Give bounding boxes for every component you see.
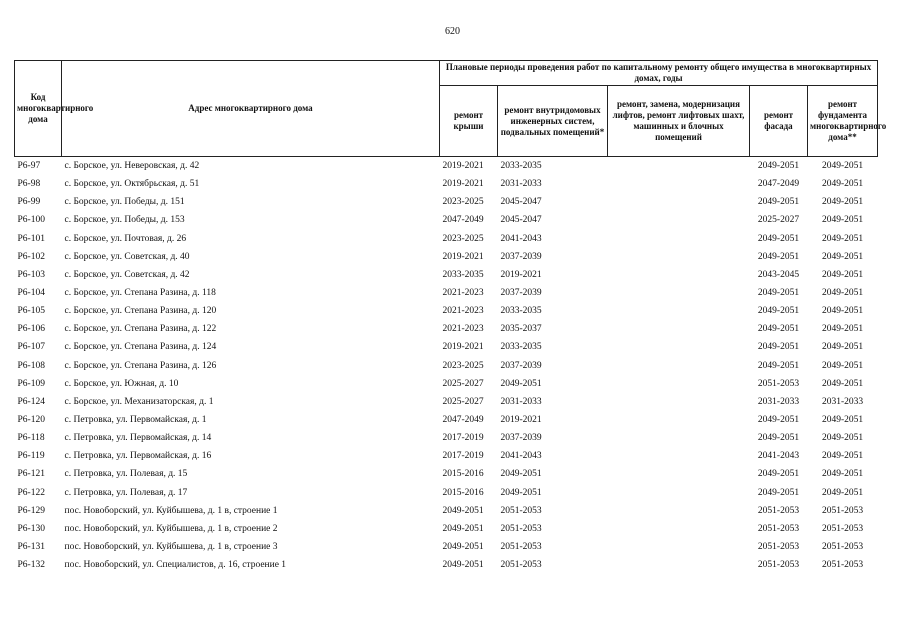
cell-systems: 2019-2021 (500, 415, 542, 426)
cell-code: Р6-106 (17, 324, 45, 335)
cell-code: Р6-118 (17, 433, 45, 444)
cell-code: Р6-124 (17, 396, 45, 407)
cell-address: с. Петровка, ул. Первомайская, д. 14 (64, 433, 212, 444)
cell-roof: 2019-2021 (442, 251, 484, 262)
table-row (15, 193, 878, 211)
cell-code: Р6-121 (17, 469, 45, 480)
cell-address: с. Борское, ул. Советская, д. 40 (64, 251, 190, 262)
cell-roof: 2017-2019 (442, 451, 484, 462)
cell-code: Р6-102 (17, 251, 45, 262)
cell-code: Р6-120 (17, 415, 45, 426)
table-row (15, 411, 878, 429)
cell-roof: 2019-2021 (442, 342, 484, 353)
cell-lifts (608, 266, 750, 284)
cell-lifts (608, 484, 750, 502)
cell-code: Р6-103 (17, 269, 45, 280)
cell-code: Р6-119 (17, 451, 45, 462)
cell-lifts (608, 248, 750, 266)
table-row (15, 375, 878, 393)
header-code: Код многоквартирного дома (15, 61, 62, 157)
cell-foundation: 2049-2051 (821, 251, 864, 262)
header-systems: ремонт внутридомовых инженерных систем, подвальных помещений* (498, 86, 608, 157)
cell-facade: 2049-2051 (757, 433, 800, 444)
cell-facade: 2025-2027 (757, 215, 800, 226)
cell-roof: 2021-2023 (442, 288, 484, 299)
cell-foundation: 2049-2051 (821, 469, 864, 480)
cell-systems: 2051-2053 (500, 560, 542, 571)
cell-facade: 2051-2053 (757, 542, 800, 553)
cell-foundation: 2049-2051 (821, 360, 864, 371)
cell-address: с. Петровка, ул. Первомайская, д. 16 (64, 451, 212, 462)
cell-foundation: 2049-2051 (821, 487, 864, 498)
cell-roof: 2049-2051 (442, 560, 484, 571)
cell-roof: 2049-2051 (442, 523, 484, 534)
table-row (15, 429, 878, 447)
header-lifts: ремонт, замена, модернизация лифтов, ремонт лифтовых шахт, машинных и блочных помещений (608, 86, 750, 157)
cell-roof: 2019-2021 (442, 179, 484, 190)
cell-facade: 2051-2053 (757, 505, 800, 516)
table-row (15, 248, 878, 266)
cell-code: Р6-101 (17, 233, 45, 244)
cell-roof: 2047-2049 (442, 415, 484, 426)
cell-facade: 2049-2051 (757, 288, 800, 299)
cell-lifts (608, 284, 750, 302)
cell-facade: 2051-2053 (757, 523, 800, 534)
cell-lifts (608, 157, 750, 176)
cell-address: пос. Новоборский, ул. Куйбышева, д. 1 в, строение 1 (64, 505, 278, 516)
cell-systems: 2041-2043 (500, 233, 542, 244)
table-row (15, 211, 878, 229)
cell-systems: 2049-2051 (500, 469, 542, 480)
cell-lifts (608, 429, 750, 447)
cell-address: с. Борское, ул. Степана Разина, д. 122 (64, 324, 217, 335)
cell-roof: 2033-2035 (442, 269, 484, 280)
header-roof: ремонт крыши (440, 86, 498, 157)
cell-lifts (608, 211, 750, 229)
cell-address: с. Борское, ул. Степана Разина, д. 120 (64, 306, 217, 317)
cell-foundation: 2049-2051 (821, 433, 864, 444)
cell-code: Р6-132 (17, 560, 45, 571)
cell-address: с. Борское, ул. Советская, д. 42 (64, 269, 190, 280)
cell-systems: 2037-2039 (500, 360, 542, 371)
cell-address: с. Борское, ул. Механизаторская, д. 1 (64, 396, 214, 407)
cell-facade: 2031-2033 (757, 396, 800, 407)
cell-systems: 2031-2033 (500, 396, 542, 407)
cell-foundation: 2049-2051 (821, 288, 864, 299)
table-row (15, 465, 878, 483)
cell-address: с. Борское, ул. Степана Разина, д. 126 (64, 360, 217, 371)
cell-facade: 2049-2051 (757, 469, 800, 480)
cell-facade: 2047-2049 (757, 179, 800, 190)
cell-systems: 2045-2047 (500, 197, 542, 208)
table-row (15, 502, 878, 520)
cell-lifts (608, 411, 750, 429)
table-row (15, 157, 878, 176)
cell-foundation: 2051-2053 (821, 505, 864, 516)
repair-schedule-table (14, 60, 887, 574)
cell-code: Р6-105 (17, 306, 45, 317)
cell-address: пос. Новоборский, ул. Куйбышева, д. 1 в, строение 3 (64, 542, 278, 553)
cell-systems: 2051-2053 (500, 523, 542, 534)
cell-lifts (608, 320, 750, 338)
table-row (15, 556, 878, 574)
cell-roof: 2025-2027 (442, 396, 484, 407)
cell-foundation: 2049-2051 (821, 451, 864, 462)
cell-roof: 2019-2021 (442, 161, 484, 172)
table-body (15, 157, 878, 575)
cell-foundation: 2051-2053 (821, 542, 864, 553)
cell-lifts (608, 502, 750, 520)
cell-foundation: 2049-2051 (821, 197, 864, 208)
cell-lifts (608, 556, 750, 574)
cell-systems: 2051-2053 (500, 505, 542, 516)
cell-address: с. Петровка, ул. Первомайская, д. 1 (64, 415, 207, 426)
cell-facade: 2049-2051 (757, 487, 800, 498)
cell-lifts (608, 538, 750, 556)
cell-roof: 2017-2019 (442, 433, 484, 444)
cell-lifts (608, 338, 750, 356)
cell-code: Р6-100 (17, 215, 45, 226)
header-foundation: ремонт фундамента многоквартирного дома** (808, 86, 878, 157)
cell-foundation: 2049-2051 (821, 415, 864, 426)
cell-code: Р6-131 (17, 542, 45, 553)
cell-foundation: 2049-2051 (821, 215, 864, 226)
cell-systems: 2019-2021 (500, 269, 542, 280)
cell-lifts (608, 520, 750, 538)
cell-address: с. Петровка, ул. Полевая, д. 17 (64, 487, 188, 498)
cell-roof: 2023-2025 (442, 360, 484, 371)
cell-address: пос. Новоборский, ул. Куйбышева, д. 1 в, строение 2 (64, 523, 278, 534)
table-row (15, 175, 878, 193)
cell-lifts (608, 175, 750, 193)
header-address: Адрес многоквартирного дома (62, 61, 440, 157)
cell-address: с. Борское, ул. Южная, д. 10 (64, 378, 179, 389)
cell-facade: 2049-2051 (757, 342, 800, 353)
cell-address: с. Борское, ул. Почтовая, д. 26 (64, 233, 187, 244)
cell-foundation: 2049-2051 (821, 324, 864, 335)
cell-address: с. Борское, ул. Победы, д. 153 (64, 215, 185, 226)
cell-address: с. Борское, ул. Неверовская, д. 42 (64, 161, 200, 172)
cell-roof: 2023-2025 (442, 197, 484, 208)
cell-roof: 2025-2027 (442, 378, 484, 389)
cell-address: с. Борское, ул. Степана Разина, д. 124 (64, 342, 217, 353)
cell-lifts (608, 447, 750, 465)
cell-systems: 2037-2039 (500, 288, 542, 299)
cell-foundation: 2051-2053 (821, 523, 864, 534)
cell-facade: 2049-2051 (757, 415, 800, 426)
table-row (15, 484, 878, 502)
cell-code: Р6-97 (17, 161, 41, 172)
cell-lifts (608, 230, 750, 248)
cell-roof: 2049-2051 (442, 505, 484, 516)
cell-roof: 2015-2016 (442, 469, 484, 480)
cell-roof: 2015-2016 (442, 487, 484, 498)
cell-foundation: 2049-2051 (821, 161, 864, 172)
table-row (15, 302, 878, 320)
cell-facade: 2051-2053 (757, 560, 800, 571)
cell-facade: 2049-2051 (757, 324, 800, 335)
table-row (15, 230, 878, 248)
table-row (15, 284, 878, 302)
cell-roof: 2023-2025 (442, 233, 484, 244)
cell-systems: 2037-2039 (500, 251, 542, 262)
cell-lifts (608, 302, 750, 320)
cell-systems: 2033-2035 (500, 342, 542, 353)
cell-code: Р6-130 (17, 523, 45, 534)
cell-code: Р6-98 (17, 179, 41, 190)
table-row (15, 266, 878, 284)
cell-facade: 2043-2045 (757, 269, 800, 280)
cell-foundation: 2051-2053 (821, 560, 864, 571)
cell-lifts (608, 193, 750, 211)
cell-foundation: 2049-2051 (821, 269, 864, 280)
cell-facade: 2041-2043 (757, 451, 800, 462)
table-row (15, 393, 878, 411)
cell-facade: 2049-2051 (757, 251, 800, 262)
cell-code: Р6-109 (17, 378, 45, 389)
cell-roof: 2021-2023 (442, 306, 484, 317)
cell-systems: 2049-2051 (500, 487, 542, 498)
header-periods: Плановые периоды проведения работ по капитальному ремонту общего имущества в многоквартирных домах, годы (440, 61, 878, 86)
cell-facade: 2049-2051 (757, 161, 800, 172)
cell-systems: 2037-2039 (500, 433, 542, 444)
cell-code: Р6-122 (17, 487, 45, 498)
cell-systems: 2045-2047 (500, 215, 542, 226)
cell-foundation: 2049-2051 (821, 306, 864, 317)
table-row (15, 338, 878, 356)
cell-systems: 2033-2035 (500, 161, 542, 172)
cell-facade: 2049-2051 (757, 360, 800, 371)
cell-systems: 2031-2033 (500, 179, 542, 190)
cell-address: с. Петровка, ул. Полевая, д. 15 (64, 469, 188, 480)
cell-systems: 2035-2037 (500, 324, 542, 335)
cell-facade: 2049-2051 (757, 197, 800, 208)
cell-address: с. Борское, ул. Победы, д. 151 (64, 197, 185, 208)
cell-foundation: 2049-2051 (821, 342, 864, 353)
cell-code: Р6-104 (17, 288, 45, 299)
cell-roof: 2021-2023 (442, 324, 484, 335)
cell-foundation: 2031-2033 (821, 396, 864, 407)
table-row (15, 538, 878, 556)
header-facade: ремонт фасада (750, 86, 808, 157)
cell-address: с. Борское, ул. Степана Разина, д. 118 (64, 288, 216, 299)
cell-address: с. Борское, ул. Октябрьская, д. 51 (64, 179, 200, 190)
cell-systems: 2051-2053 (500, 542, 542, 553)
cell-address: пос. Новоборский, ул. Специалистов, д. 16, строение 1 (64, 560, 287, 571)
cell-foundation: 2049-2051 (821, 378, 864, 389)
table-row (15, 320, 878, 338)
cell-code: Р6-107 (17, 342, 45, 353)
cell-facade: 2049-2051 (757, 233, 800, 244)
cell-roof: 2049-2051 (442, 542, 484, 553)
cell-foundation: 2049-2051 (821, 233, 864, 244)
cell-systems: 2049-2051 (500, 378, 542, 389)
cell-code: Р6-129 (17, 505, 45, 516)
page-number: 620 (445, 26, 460, 37)
cell-lifts (608, 357, 750, 375)
cell-facade: 2049-2051 (757, 306, 800, 317)
cell-lifts (608, 393, 750, 411)
cell-roof: 2047-2049 (442, 215, 484, 226)
cell-systems: 2041-2043 (500, 451, 542, 462)
cell-lifts (608, 375, 750, 393)
table-row (15, 447, 878, 465)
cell-code: Р6-108 (17, 360, 45, 371)
cell-foundation: 2049-2051 (821, 179, 864, 190)
cell-facade: 2051-2053 (757, 378, 800, 389)
cell-lifts (608, 465, 750, 483)
cell-code: Р6-99 (17, 197, 41, 208)
table-row (15, 357, 878, 375)
cell-systems: 2033-2035 (500, 306, 542, 317)
table-row (15, 520, 878, 538)
